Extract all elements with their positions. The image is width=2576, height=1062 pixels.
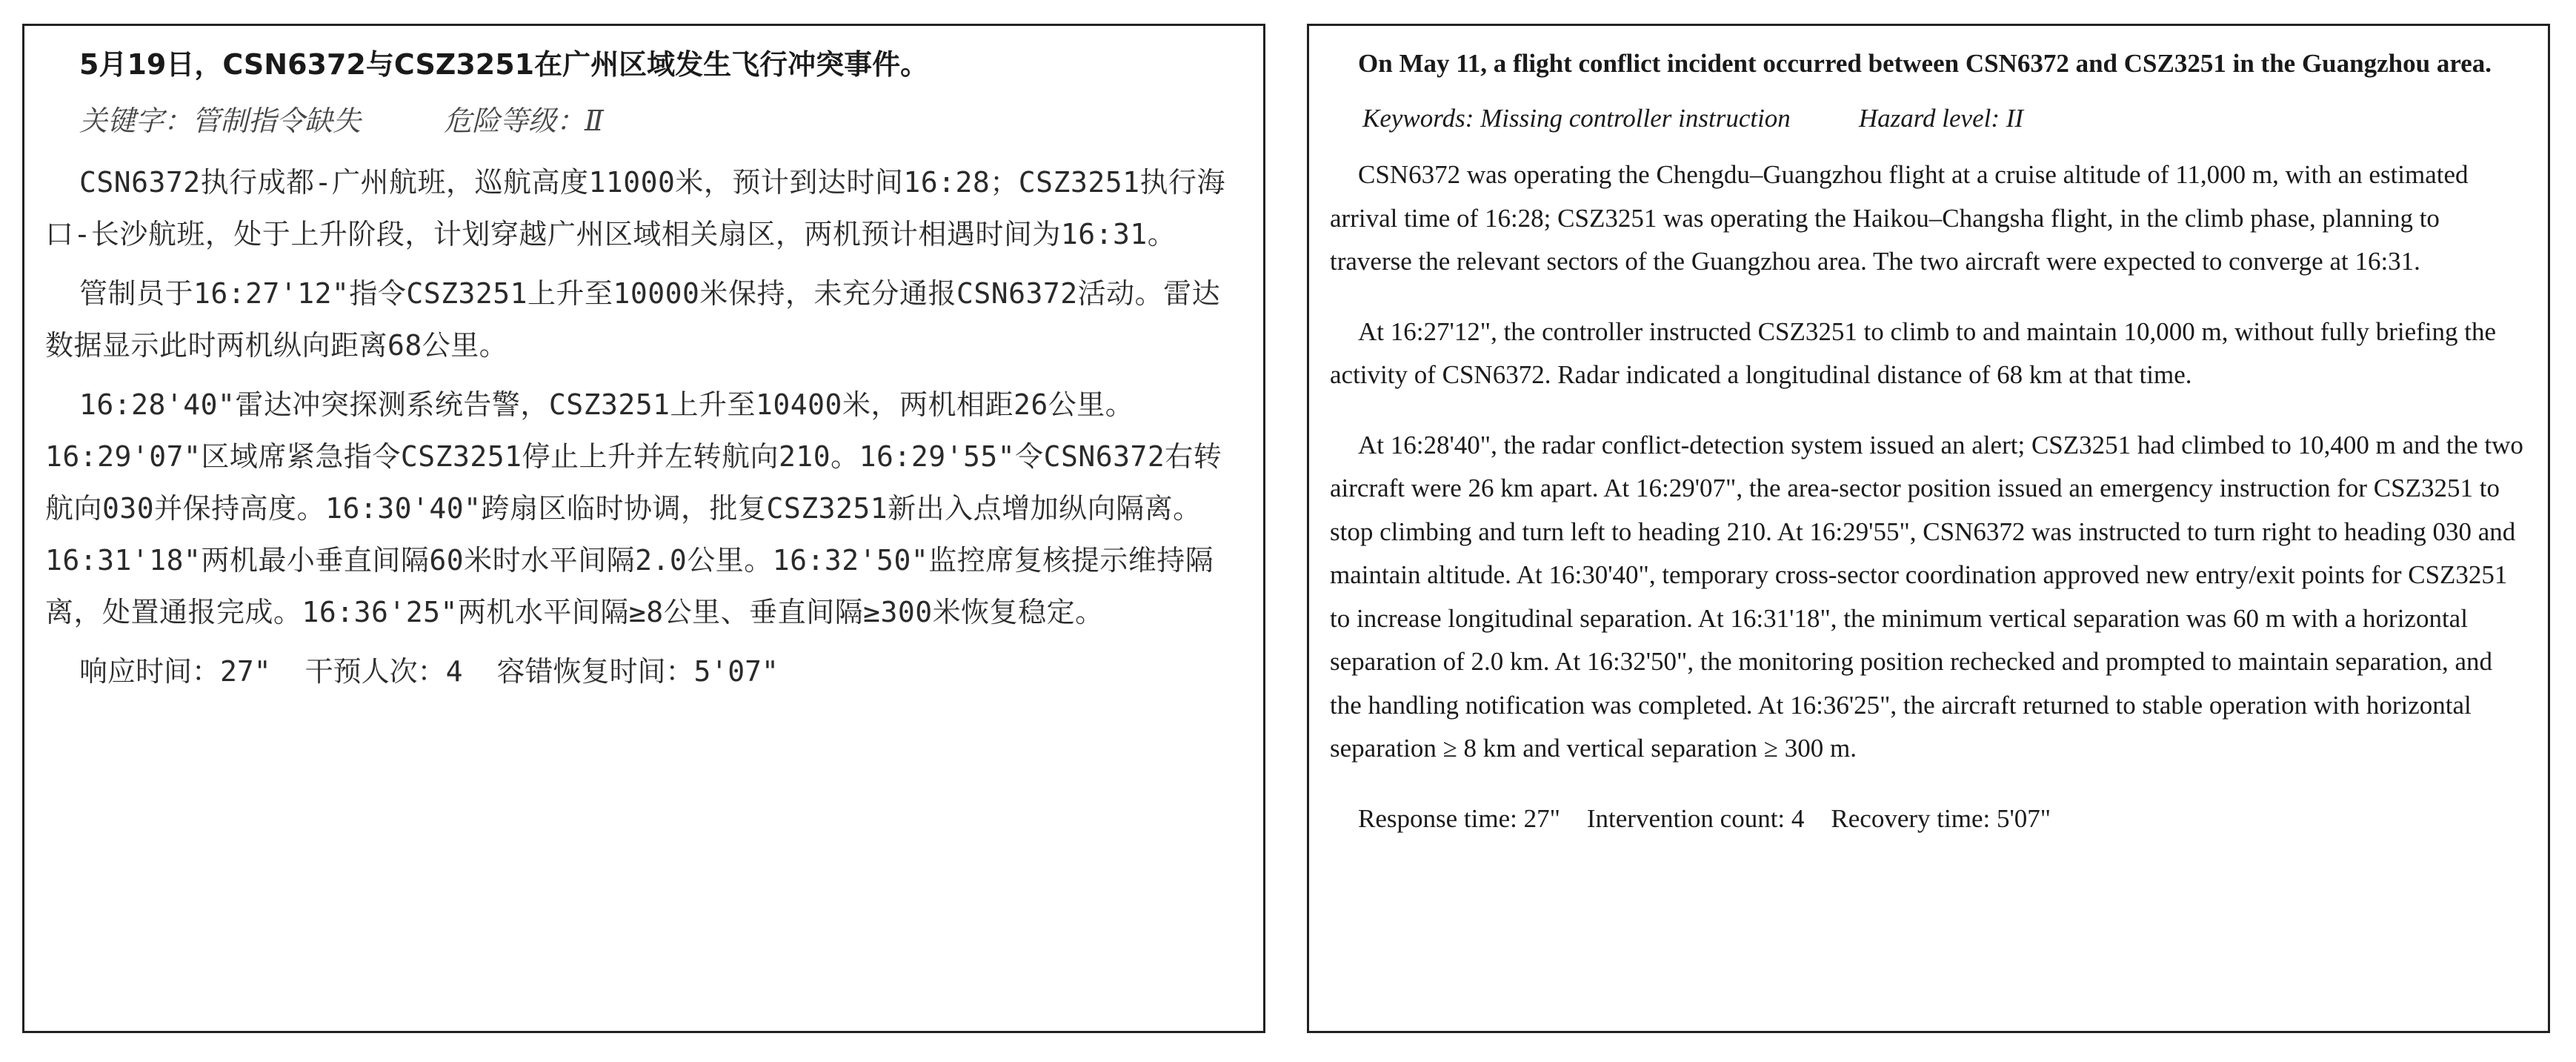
- english-incident-report-panel: [1307, 24, 2550, 1033]
- zh-response-time: 响应时间：27": [79, 655, 271, 688]
- zh-paragraph-timeline: 16:28'40"雷达冲突探测系统告警，CSZ3251上升至10400米，两机相距26公里。16:29'07"区域席紧急指令CSZ3251停止上升并左转航向210。16:29'55"令CSN6372右转航向030并保持高度。16:30'40"跨扇区临时协调，批复CSZ3251新出入点增加纵向隔离。16:31'18"两机最小垂直间隔60米时水平间隔2.0公里。16:32'50"监控席复核提示维持隔离，处置通报完成。16:36'25"两机水平间隔≥8公里、垂直间隔≥300米恢复稳定。: [45, 388, 1222, 628]
- en-paragraph-instruction: At 16:27'12", the controller instructed CSZ3251 to climb to and maintain 10,000 m, without fully briefing the activity of CSN6372. Radar indicated a longitudinal distance of 68 km at that time.: [1330, 316, 2497, 389]
- en-keywords: Keywords: Missing controller instruction: [1362, 104, 1791, 133]
- zh-intervention-count: 干预人次：4: [304, 655, 463, 688]
- en-paragraph-timeline: At 16:28'40", the radar conflict-detection system issued an alert; CSZ3251 had climbed to 10,400 m and the two aircraft were 26 km apart. At 16:29'07", the area-sector position issued an emergency instruction for CSZ3251 to stop climbing and turn left to heading 210. At 16:29'55", CSN6372 was instructed to turn right to heading 030 and maintain altitude. At 16:30'40", temporary cross-sector coordination approved new entry/exit points for CSZ3251 to increase longitudinal separation. At 16:31'18", the minimum vertical separation was 60 m with a horizontal separation of 2.0 km. At 16:32'50", the monitoring position rechecked and prompted to maintain separation, and the handling notification was completed. At 16:36'25", the aircraft returned to stable operation with horizontal separation ≥ 8 km and vertical separation ≥ 300 m.: [1330, 430, 2523, 763]
- en-keywords-line: [1330, 97, 2527, 140]
- en-report-title: On May 11, a flight conflict incident occurred between CSN6372 and CSZ3251 in the Guangzhou area.: [1358, 49, 2492, 78]
- zh-keywords-line: [45, 99, 1242, 143]
- zh-report-title: 5月19日，CSN6372与CSZ3251在广州区域发生飞行冲突事件。: [79, 48, 929, 81]
- zh-recovery-time: 容错恢复时间：5'07": [496, 655, 779, 688]
- zh-keywords: 关键字：管制指令缺失: [79, 104, 362, 137]
- en-response-time: Response time: 27": [1358, 803, 1560, 833]
- en-hazard-level: Hazard level: II: [1858, 104, 2024, 133]
- en-paragraph-flight-info: CSN6372 was operating the Chengdu–Guangzhou flight at a cruise altitude of 11,000 m, with an estimated arrival time of 16:28; CSZ3251 was operating the Haikou–Changsha flight, in the climb phase, planning to traverse the relevant sectors of the Guangzhou area. The two aircraft were expected to converge at 16:31.: [1330, 160, 2469, 276]
- zh-paragraph-flight-info: CSN6372执行成都-广州航班，巡航高度11000米，预计到达时间16:28；CSZ3251执行海口-长沙航班，处于上升阶段，计划穿越广州区域相关扇区，两机预计相遇时间为16:31。: [45, 166, 1225, 250]
- zh-paragraph-instruction: 管制员于16:27'12"指令CSZ3251上升至10000米保持，未充分通报CSN6372活动。雷达数据显示此时两机纵向距离68公里。: [45, 277, 1221, 362]
- en-intervention-count: Intervention count: 4: [1586, 803, 1805, 833]
- chinese-incident-report-panel: [22, 24, 1265, 1033]
- en-metrics-line: [1330, 797, 2527, 840]
- zh-hazard-level: 危险等级：Ⅱ: [444, 104, 604, 137]
- zh-metrics-line: [45, 646, 1242, 697]
- en-recovery-time: Recovery time: 5'07": [1831, 803, 2051, 833]
